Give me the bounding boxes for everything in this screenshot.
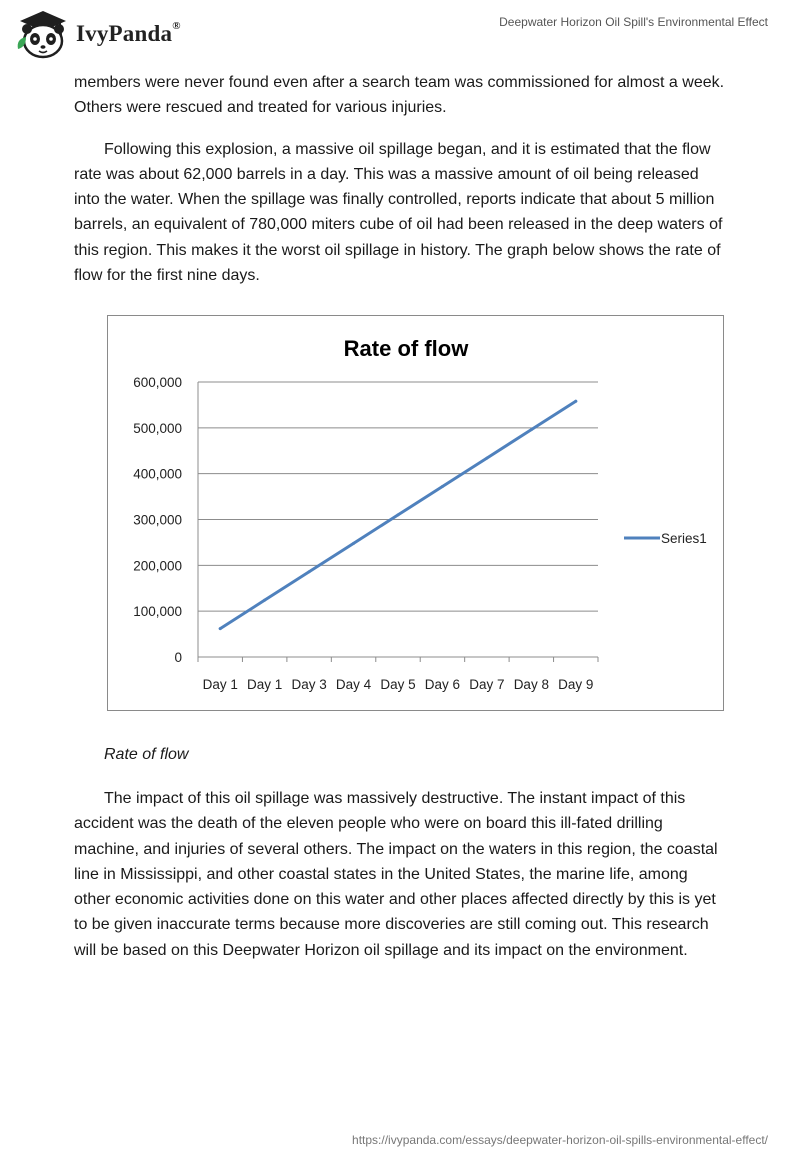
body-text	[74, 786, 728, 963]
page-header	[0, 0, 800, 70]
data-point	[263, 599, 266, 602]
x-tick-label: Day 7	[469, 677, 505, 692]
line-chart	[108, 316, 723, 710]
y-tick-label: 400,000	[133, 466, 182, 482]
data-point	[574, 400, 577, 403]
data-point	[441, 485, 444, 488]
chart-figure	[107, 315, 724, 711]
figure-caption: Rate of flow	[104, 746, 189, 763]
chart-title: Rate of flow	[343, 336, 469, 361]
brand-name: IvyPanda®	[76, 20, 181, 46]
x-tick-label: Day 6	[424, 677, 461, 692]
y-tick-label: 200,000	[133, 558, 182, 574]
y-tick-label: 100,000	[133, 604, 182, 620]
data-point	[397, 513, 400, 516]
data-point	[485, 457, 488, 460]
data-point	[219, 627, 222, 630]
x-tick-label: Day 9	[558, 677, 594, 692]
document-title: Deepwater Horizon Oil Spill's Environmental Effect	[499, 15, 768, 29]
x-tick-label: Day 8	[513, 677, 549, 692]
data-point	[530, 428, 533, 431]
brand-logo[interactable]	[14, 6, 224, 62]
body-text	[74, 70, 728, 288]
x-tick-label: Day 3	[291, 677, 327, 692]
x-tick-label: Day 5	[380, 677, 416, 692]
legend-label: Series1	[661, 531, 707, 546]
paragraph: The impact of this oil spillage was massively destructive. The instant impact of this accident was the death of the eleven people who were on board this ill-fated drilling machine, and injuries of several others. The impact on the waters in this region, the coastal line in Mississippi, and other coastal states in the United States, the marine life, among other economic activities done on this water and other places affected directly by this is yet to be given inaccurate terms because more discoveries are still coming out. This research will be based on this Deepwater Horizon oil spillage and its impact on the environment.	[74, 790, 718, 959]
y-tick-label: 500,000	[133, 420, 182, 436]
data-point	[352, 542, 355, 545]
x-tick-label: Day 1	[247, 677, 283, 692]
y-tick-label: 600,000	[133, 375, 182, 390]
x-tick-label: Day 4	[335, 677, 372, 692]
x-tick-label: Day 1	[202, 677, 238, 692]
data-point	[308, 570, 311, 573]
paragraph: Following this explosion, a massive oil spillage began, and it is estimated that the flow rate was about 62,000 barrels in a day. This was a massive amount of oil being released into the water. When the spillage was finally controlled, reports indicate that about 5 million barrels, an equivalent of 780,000 miters cube of oil had been released in the deep waters of this region. This makes it the worst oil spillage in history. The graph below shows the rate of flow for the first nine days.	[74, 140, 723, 285]
panda-logo-icon	[14, 7, 72, 61]
y-tick-label: 0	[174, 650, 182, 665]
paragraph: members were never found even after a search team was commissioned for almost a week. Others were rescued and treated for various injuries.	[74, 74, 725, 117]
y-tick-label: 300,000	[133, 512, 182, 528]
source-url[interactable]: https://ivypanda.com/essays/deepwater-horizon-oil-spills-environmental-effect/	[352, 1133, 768, 1147]
